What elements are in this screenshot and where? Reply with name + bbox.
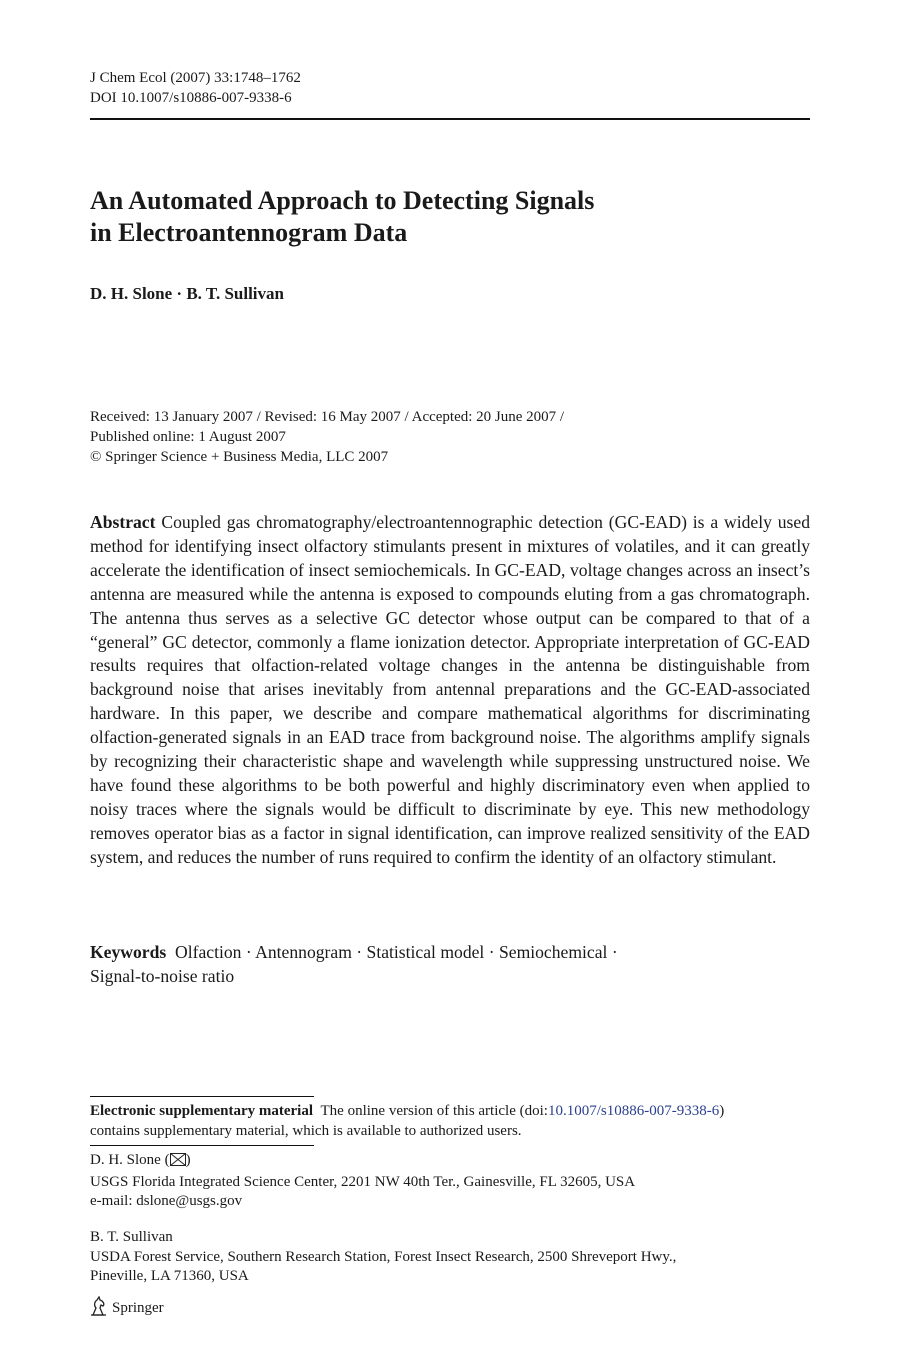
abstract bbox=[90, 511, 810, 870]
springer-horse-icon bbox=[90, 1296, 108, 1321]
author-email[interactable]: e-mail: dslone@usgs.gov bbox=[90, 1193, 243, 1209]
affiliation-sullivan bbox=[90, 1228, 676, 1287]
esm-label: Electronic supplementary material bbox=[90, 1103, 314, 1119]
esm-text-end: ) bbox=[719, 1103, 725, 1119]
title-line-2: in Electroantennogram Data bbox=[90, 218, 408, 247]
supplementary-material-note bbox=[90, 1101, 810, 1141]
esm-top-rule bbox=[90, 1096, 314, 1097]
copyright: © Springer Science + Business Media, LLC 2007 bbox=[90, 449, 389, 465]
keywords-line-1: Olfaction · Antennogram · Statistical model · Semiochemical · bbox=[175, 942, 618, 962]
affiliation-slone bbox=[90, 1151, 635, 1212]
article-doi: DOI 10.1007/s10886-007-9338-6 bbox=[90, 90, 292, 106]
author-name: B. T. Sullivan bbox=[90, 1229, 173, 1245]
dates-line-1: Received: 13 January 2007 / Revised: 16 May 2007 / Accepted: 20 June 2007 / bbox=[90, 409, 565, 425]
authors: D. H. Slone · B. T. Sullivan bbox=[90, 284, 284, 303]
publisher-name: Springer bbox=[112, 1300, 164, 1316]
author-name-end: ) bbox=[185, 1152, 191, 1168]
publisher-footer bbox=[90, 1296, 164, 1321]
esm-text: The online version of this article (doi: bbox=[320, 1103, 548, 1119]
journal-citation: J Chem Ecol (2007) 33:1748–1762 bbox=[90, 70, 301, 86]
affiliation-address: USGS Florida Integrated Science Center, 2201 NW 40th Ter., Gainesville, FL 32605, USA bbox=[90, 1173, 636, 1190]
author-name: D. H. Slone ( bbox=[90, 1152, 170, 1168]
keywords-line-2: Signal-to-noise ratio bbox=[90, 966, 235, 986]
doi-link[interactable]: 10.1007/s10886-007-9338-6 bbox=[547, 1103, 720, 1119]
affiliation-address-line-1: USDA Forest Service, Southern Research Station, Forest Insect Research, 2500 Shreveport Hwy., bbox=[90, 1248, 677, 1265]
title-line-1: An Automated Approach to Detecting Signals bbox=[90, 186, 595, 215]
esm-line-2: contains supplementary material, which is available to authorized users. bbox=[90, 1123, 522, 1139]
paper-title bbox=[90, 185, 810, 249]
affiliation-address-line-2: Pineville, LA 71360, USA bbox=[90, 1268, 249, 1284]
publication-dates bbox=[90, 407, 564, 467]
esm-bottom-rule bbox=[90, 1145, 314, 1146]
abstract-label: Abstract bbox=[90, 512, 156, 532]
dates-line-2: Published online: 1 August 2007 bbox=[90, 429, 286, 445]
envelope-icon bbox=[170, 1153, 186, 1173]
keywords bbox=[90, 940, 810, 988]
abstract-text: Coupled gas chromatography/electroantennographic detection (GC-EAD) is a widely used method for identifying insect olfactory stimulants present in mixtures of volatiles, and it can greatly accelerate the identification of insect semiochemicals. In GC-EAD, voltage changes across an insect’s antenna are measured while the antenna is exposed to compounds eluting from a gas chromatograph. The antenna thus serves as a selective GC detector whose output can be compared to that of a “general” GC detector, commonly a flame ionization detector. Appropriate interpretation of GC-EAD results requires that olfaction-related voltage changes in the antenna be distinguishable from background noise that arises inevitably from antennal preparations and the GC-EAD-associated hardware. In this paper, we describe and compare mathematical algorithms for discriminating olfaction-generated signals in an EAD trace from background noise. The algorithms amplify signals by recognizing their characteristic shape and wavelength while suppressing unstructured noise. We have found these algorithms to be both powerful and highly discriminatory even when applied to noisy traces where the signals would be difficult to discriminate by eye. This new methodology removes operator bias as a factor in signal identification, can improve realized sensitivity of the EAD system, and reduces the number of runs required to confirm the identity of an olfactory stimulant. bbox=[90, 512, 810, 867]
journal-header bbox=[90, 68, 301, 108]
header-rule bbox=[90, 118, 810, 120]
keywords-label: Keywords bbox=[90, 942, 167, 962]
